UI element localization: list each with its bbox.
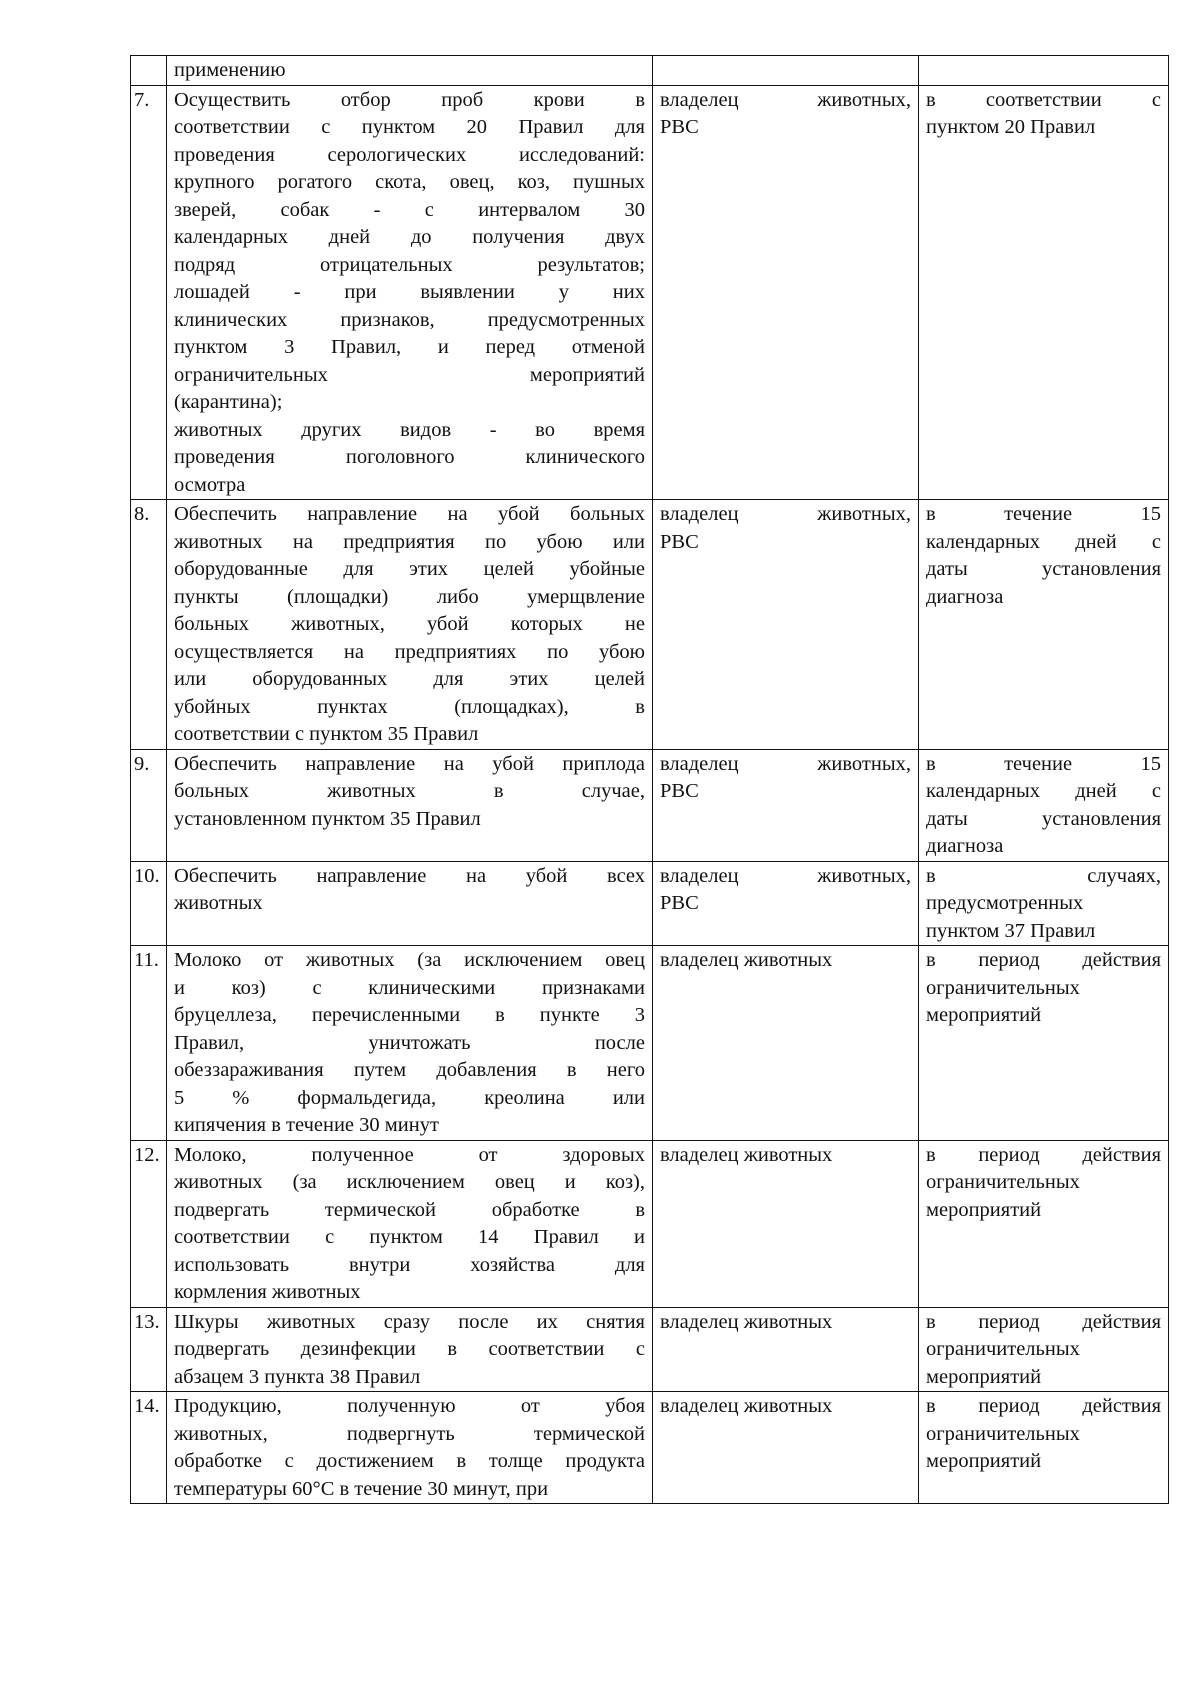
action-line: больных животных, убой которых не (174, 613, 645, 635)
term-line: календарных дней с (926, 780, 1161, 802)
action-line: проведения поголовного клинического (174, 446, 645, 468)
action-line: клинических признаков, предусмотренных (174, 308, 645, 331)
action-line: абзацем 3 пункта 38 Правил (174, 1365, 421, 1388)
action-line: или оборудованных для этих целей (174, 668, 645, 690)
action-line: обеззараживания путем добавления в него (174, 1059, 645, 1081)
term-line: даты установления (926, 807, 1161, 830)
table-row (131, 1307, 1169, 1392)
row-number: 10. (131, 861, 167, 946)
responsible-cell (653, 861, 919, 946)
action-line: температуры 60°С в течение 30 минут, при (174, 1477, 549, 1500)
term-line: пунктом 37 Правил (926, 919, 1096, 942)
action-line: календарных дней до получения двух (174, 226, 645, 248)
action-line: подвергать дезинфекции в соответствии с (174, 1338, 645, 1360)
action-line: Обеспечить направление на убой всех (174, 864, 645, 887)
responsible-line: владелец животных, (660, 752, 911, 775)
responsible-cell (653, 56, 919, 86)
action-line: лошадей - при выявлении у них (174, 281, 645, 303)
table-row (131, 946, 1169, 1141)
action-line: подвергать термической обработке в (174, 1198, 645, 1221)
action-line: и коз) с клиническими признаками (174, 976, 645, 999)
action-line: оборудованные для этих целей убойные (174, 558, 645, 580)
action-cell (167, 1307, 653, 1392)
term-line: ограничительных (926, 1171, 1080, 1193)
action-line: Молоко, полученное от здоровых (174, 1143, 645, 1166)
term-line: в период действия (926, 1143, 1161, 1166)
term-cell (919, 1392, 1169, 1504)
action-line: осмотра (174, 473, 246, 496)
responsible-cell (653, 749, 919, 861)
term-line: диагноза (926, 835, 1004, 857)
action-cell (167, 749, 653, 861)
action-line: проведения серологических исследований: (174, 143, 645, 166)
action-cell (167, 85, 653, 500)
table-row (131, 1392, 1169, 1504)
responsible-line: владелец животных (660, 1310, 833, 1333)
action-line: животных (174, 892, 263, 914)
action-line: животных на предприятия по убою или (174, 530, 645, 553)
action-line: Осуществить отбор проб крови в (174, 88, 645, 111)
action-line: больных животных в случае, (174, 780, 645, 802)
responsible-cell (653, 1392, 919, 1504)
term-line: в случаях, (926, 864, 1161, 887)
responsible-line: владелец животных (660, 949, 833, 971)
action-line: животных других видов - во время (174, 418, 645, 441)
table-row (131, 1140, 1169, 1307)
action-cell (167, 500, 653, 750)
responsible-cell (653, 85, 919, 500)
responsible-line: РВС (660, 892, 699, 914)
term-line: мероприятий (926, 1198, 1042, 1221)
action-cell (167, 1392, 653, 1504)
term-line: даты установления (926, 558, 1161, 580)
responsible-cell (653, 500, 919, 750)
action-cell (167, 861, 653, 946)
term-line: в период действия (926, 1310, 1161, 1333)
term-line: в период действия (926, 1395, 1161, 1417)
action-line: кипячения в течение 30 минут (174, 1114, 439, 1136)
table-row (131, 861, 1169, 946)
row-number: 12. (131, 1140, 167, 1307)
action-line: животных (за исключением овец и коз), (174, 1171, 645, 1193)
term-line: ограничительных (926, 1422, 1080, 1445)
term-line: диагноза (926, 585, 1004, 608)
row-number: 8. (131, 500, 167, 750)
responsible-line: РВС (660, 780, 699, 802)
row-number: 11. (131, 946, 167, 1141)
term-line: календарных дней с (926, 530, 1161, 553)
table-row (131, 749, 1169, 861)
action-line: соответствии с пунктом 14 Правил и (174, 1226, 645, 1248)
row-number (131, 56, 167, 86)
term-cell (919, 861, 1169, 946)
action-line: пунктом 3 Правил, и перед отменой (174, 336, 645, 358)
term-line: в период действия (926, 949, 1161, 971)
row-number: 13. (131, 1307, 167, 1392)
term-line: мероприятий (926, 1365, 1042, 1388)
term-cell (919, 946, 1169, 1141)
term-line: пунктом 20 Правил (926, 116, 1096, 138)
term-cell (919, 500, 1169, 750)
action-line: бруцеллеза, перечисленными в пункте 3 (174, 1004, 645, 1026)
row-number: 9. (131, 749, 167, 861)
row-number: 14. (131, 1392, 167, 1504)
action-line: (карантина); (174, 391, 283, 413)
responsible-cell (653, 1307, 919, 1392)
action-line: использовать внутри хозяйства для (174, 1253, 645, 1276)
term-cell (919, 749, 1169, 861)
responsible-line: владелец животных (660, 1395, 833, 1417)
action-line: соответствии с пунктом 20 Правил для (174, 116, 645, 138)
action-line: животных, подвергнуть термической (174, 1422, 645, 1445)
action-line: Правил, уничтожать после (174, 1031, 645, 1054)
action-line: кормления животных (174, 1281, 361, 1303)
term-cell (919, 85, 1169, 500)
action-line: крупного рогатого скота, овец, коз, пушных (174, 171, 645, 193)
action-line: применению (174, 59, 286, 81)
responsible-line: владелец животных, (660, 864, 911, 887)
term-cell (919, 1140, 1169, 1307)
measures-table-body (131, 56, 1169, 1504)
term-line: мероприятий (926, 1450, 1042, 1472)
term-line: в соответствии с (926, 88, 1161, 111)
action-line: ограничительных мероприятий (174, 363, 645, 386)
responsible-line: РВС (660, 116, 699, 138)
action-line: соответствии с пунктом 35 Правил (174, 723, 479, 745)
action-line: подряд отрицательных результатов; (174, 253, 645, 276)
table-row (131, 56, 1169, 86)
action-line: Обеспечить направление на убой больных (174, 503, 645, 525)
responsible-line: владелец животных, (660, 503, 911, 525)
term-line: предусмотренных (926, 892, 1084, 914)
measures-table (130, 55, 1169, 1504)
action-cell (167, 946, 653, 1141)
action-line: Обеспечить направление на убой приплода (174, 752, 645, 775)
action-line: пункты (площадки) либо умерщвление (174, 585, 645, 608)
term-line: в течение 15 (926, 752, 1161, 775)
responsible-cell (653, 946, 919, 1141)
term-line: в течение 15 (926, 503, 1161, 525)
term-cell (919, 1307, 1169, 1392)
action-cell (167, 1140, 653, 1307)
table-row (131, 500, 1169, 750)
term-cell (919, 56, 1169, 86)
action-line: осуществляется на предприятиях по убою (174, 640, 645, 663)
action-cell (167, 56, 653, 86)
term-line: мероприятий (926, 1004, 1042, 1026)
responsible-line: владелец животных (660, 1143, 833, 1166)
term-line: ограничительных (926, 976, 1080, 999)
action-line: Шкуры животных сразу после их снятия (174, 1310, 645, 1333)
action-line: установленном пунктом 35 Правил (174, 807, 481, 830)
action-line: зверей, собак - с интервалом 30 (174, 198, 645, 221)
table-row (131, 85, 1169, 500)
row-number: 7. (131, 85, 167, 500)
action-line: убойных пунктах (площадках), в (174, 695, 645, 718)
responsible-line: владелец животных, (660, 88, 911, 111)
term-line: ограничительных (926, 1338, 1080, 1360)
action-line: обработке с достижением в толще продукта (174, 1450, 645, 1472)
action-line: Молоко от животных (за исключением овец (174, 949, 645, 971)
responsible-line: РВС (660, 530, 699, 553)
action-line: 5 % формальдегида, креолина или (174, 1086, 645, 1109)
responsible-cell (653, 1140, 919, 1307)
action-line: Продукцию, полученную от убоя (174, 1395, 645, 1417)
